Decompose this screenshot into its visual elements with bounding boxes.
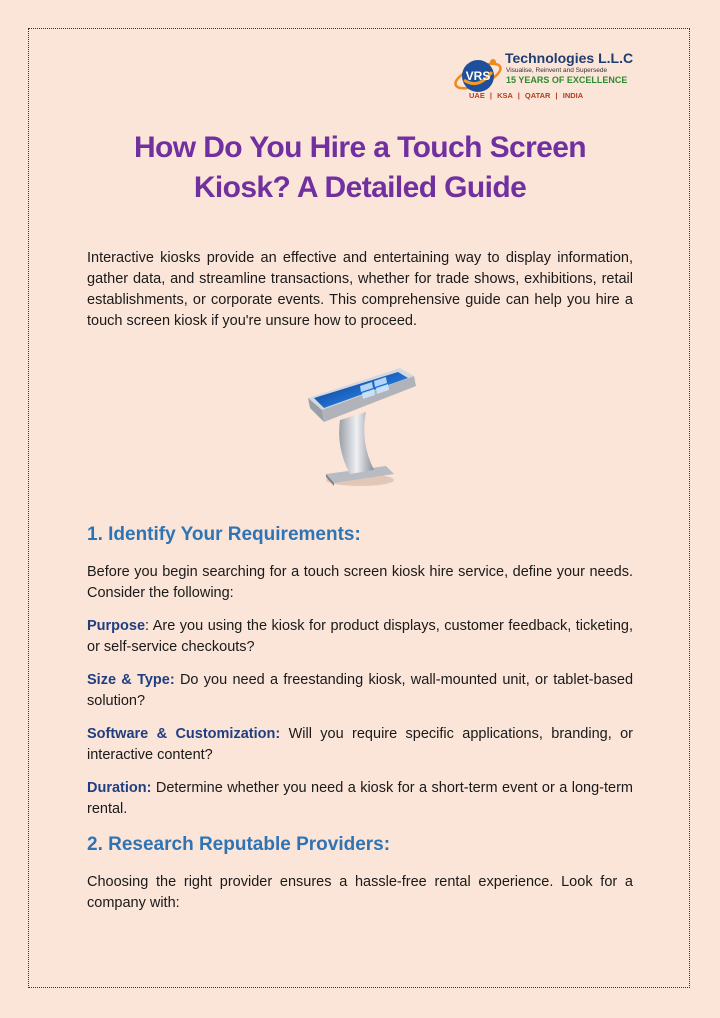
title-line-1: How Do You Hire a Touch Screen <box>133 131 587 164</box>
requirement-label-software: Software & Customization: <box>87 726 281 742</box>
logo-tagline: Visualise, Reinvent and Supersede <box>506 67 608 74</box>
intro-paragraph: Interactive kiosks provide an effective and entertaining way to display information, gather data, and streamline transactions, whether for trade shows, exhibitions, retail establishments, or corporate events. This comprehensive guide can help you hire a touch screen kiosk if you're unsure how to proceed. <box>87 250 633 329</box>
logo-company-name: Technologies L.L.C <box>505 50 634 66</box>
requirement-item-duration <box>87 778 633 820</box>
section-1-intro: Before you begin searching for a touch screen kiosk hire service, define your needs. Consider the following: <box>87 564 633 601</box>
page-title <box>0 128 720 208</box>
requirement-label-size-type: Size & Type: <box>87 672 175 688</box>
requirement-item-software <box>87 724 633 766</box>
section-1-heading: 1. Identify Your Requirements: <box>87 524 361 545</box>
section-2-intro: Choosing the right provider ensures a hassle-free rental experience. Look for a company with: <box>87 874 633 911</box>
company-logo <box>452 48 642 106</box>
logo-years-badge: 15 YEARS OF EXCELLENCE <box>506 75 628 85</box>
requirement-text-duration: Determine whether you need a kiosk for a short-term event or a long-term rental. <box>87 780 633 817</box>
section-2-heading: 2. Research Reputable Providers: <box>87 834 391 855</box>
requirement-label-purpose: Purpose <box>87 618 146 634</box>
requirement-text-size-type: Do you need a freestanding kiosk, wall-mounted unit, or tablet-based solution? <box>87 672 634 709</box>
title-line-2: Kiosk? A Detailed Guide <box>193 171 527 204</box>
requirement-item-size-type <box>87 670 633 712</box>
requirement-text-software: Will you require specific applications, branding, or interactive content? <box>87 726 633 763</box>
touch-screen-kiosk-image <box>300 362 420 488</box>
requirement-label-duration: Duration: <box>87 780 152 796</box>
logo-regions: UAE | KSA | QATAR | INDIA <box>469 91 584 100</box>
requirement-text-purpose: : Are you using the kiosk for product displays, customer feedback, ticketing, or self-service checkouts? <box>87 618 633 655</box>
requirement-item-purpose <box>87 616 633 658</box>
logo-mark-text: VRS <box>465 69 491 83</box>
